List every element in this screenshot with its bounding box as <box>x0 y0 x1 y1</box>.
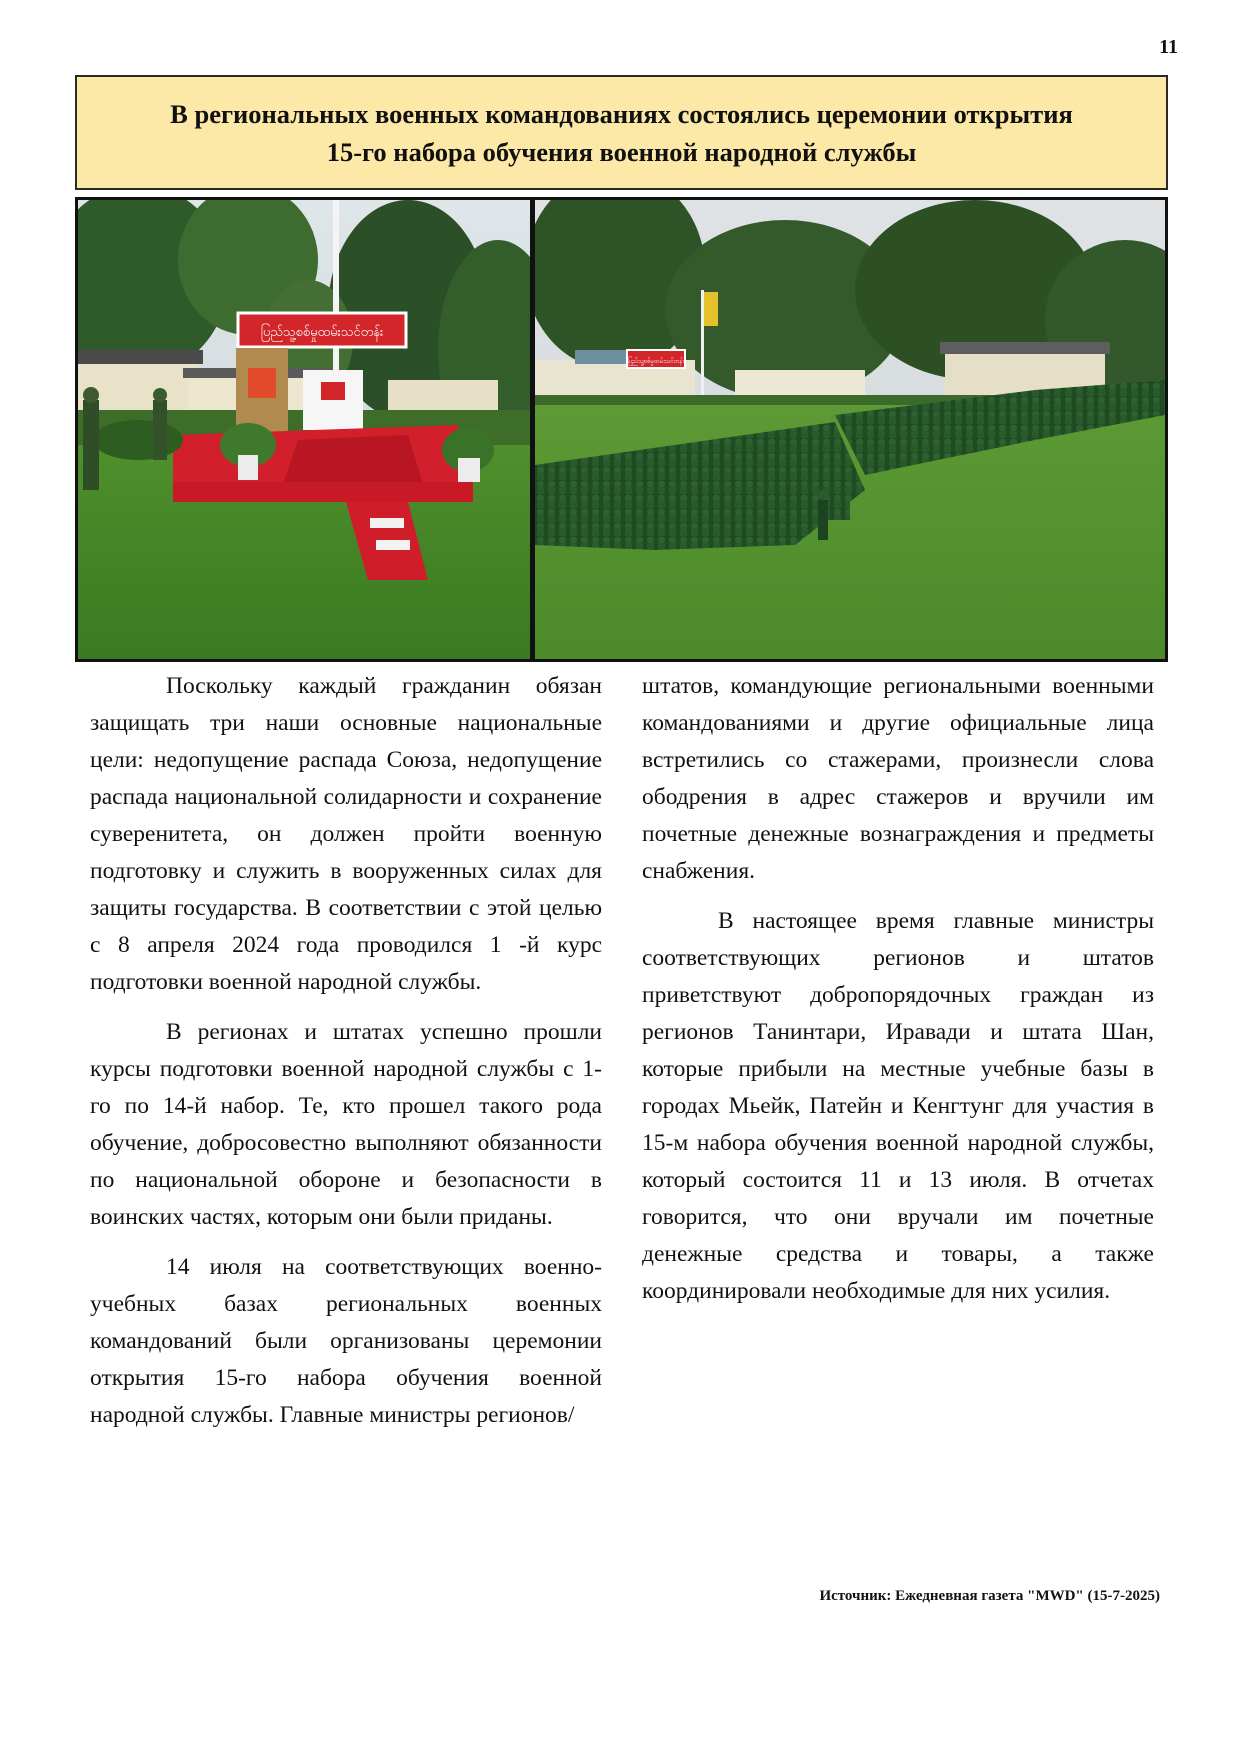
paragraph-4: В настоящее время главные министры соответствующих регионов и штатов приветствуют добропорядочных граждан из регионов Танинтари, Иравади и штата Шан, которые прибыли на местные учебные базы в городах Мьейк, Патейн и Кенгтунг для участия в 15-м набора обучения военной народной службы, который состоится 11 и 13 июля. В отчетах говорится, что они вручали им почетные денежные средства и товары, а также координировали необходимые для них усилия. <box>642 908 1154 1304</box>
article-title <box>75 75 1168 190</box>
article-column-left <box>90 668 602 1447</box>
article-column-right <box>642 668 1154 1323</box>
paragraph-3-continued: штатов, командующие региональными военными командованиями и другие официальные лица встретились со стажерами, произнесли слова ободрения в адрес стажеров и вручили им почетные денежные вознаграждения и предметы снабжения. <box>642 673 1154 884</box>
source-credit: Источник: Ежедневная газета "MWD" (15-7-2025) <box>819 1588 1160 1604</box>
paragraph-3: 14 июля на соответствующих военно-учебных базах региональных военных командований были организованы церемонии открытия 15-го набора обучения военной народной службы. Главные министры регионов/ <box>90 1254 602 1428</box>
page-number: 11 <box>1159 36 1178 58</box>
paragraph-1: Поскольку каждый гражданин обязан защищать три наши основные национальные цели: недопущение распада Союза, недопущение распада национальной солидарности и сохранение суверенитета, он должен пройти военную подготовку и служить в вооруженных силах для защиты государства. В соответствии с этой целью с 8 апреля 2024 года проводился 1 -й курс подготовки военной народной службы. <box>90 673 602 995</box>
ceremony-stage-photo <box>78 200 530 659</box>
title-line-2: 15-го набора обучения военной народной службы <box>326 136 917 167</box>
stage-sign-text: ပြည်သူ့စစ်မှုထမ်းသင်တန်း <box>260 325 384 340</box>
parade-sign-text: ပြည်သူ့စစ်မှုထမ်းသင်တန်း <box>627 358 685 365</box>
paragraph-2: В регионах и штатах успешно прошли курсы подготовки военной народной службы с 1-го по 14-й набор. Те, кто прошел такого рода обучение, добросовестно выполняют обязанности по национальной обороне и безопасности в воинских частях, которым они были приданы. <box>90 1019 602 1230</box>
parade-formation-photo <box>535 200 1165 659</box>
photo-strip <box>75 197 1168 662</box>
title-line-1: В региональных военных командованиях состоялись церемонии открытия <box>170 98 1073 129</box>
